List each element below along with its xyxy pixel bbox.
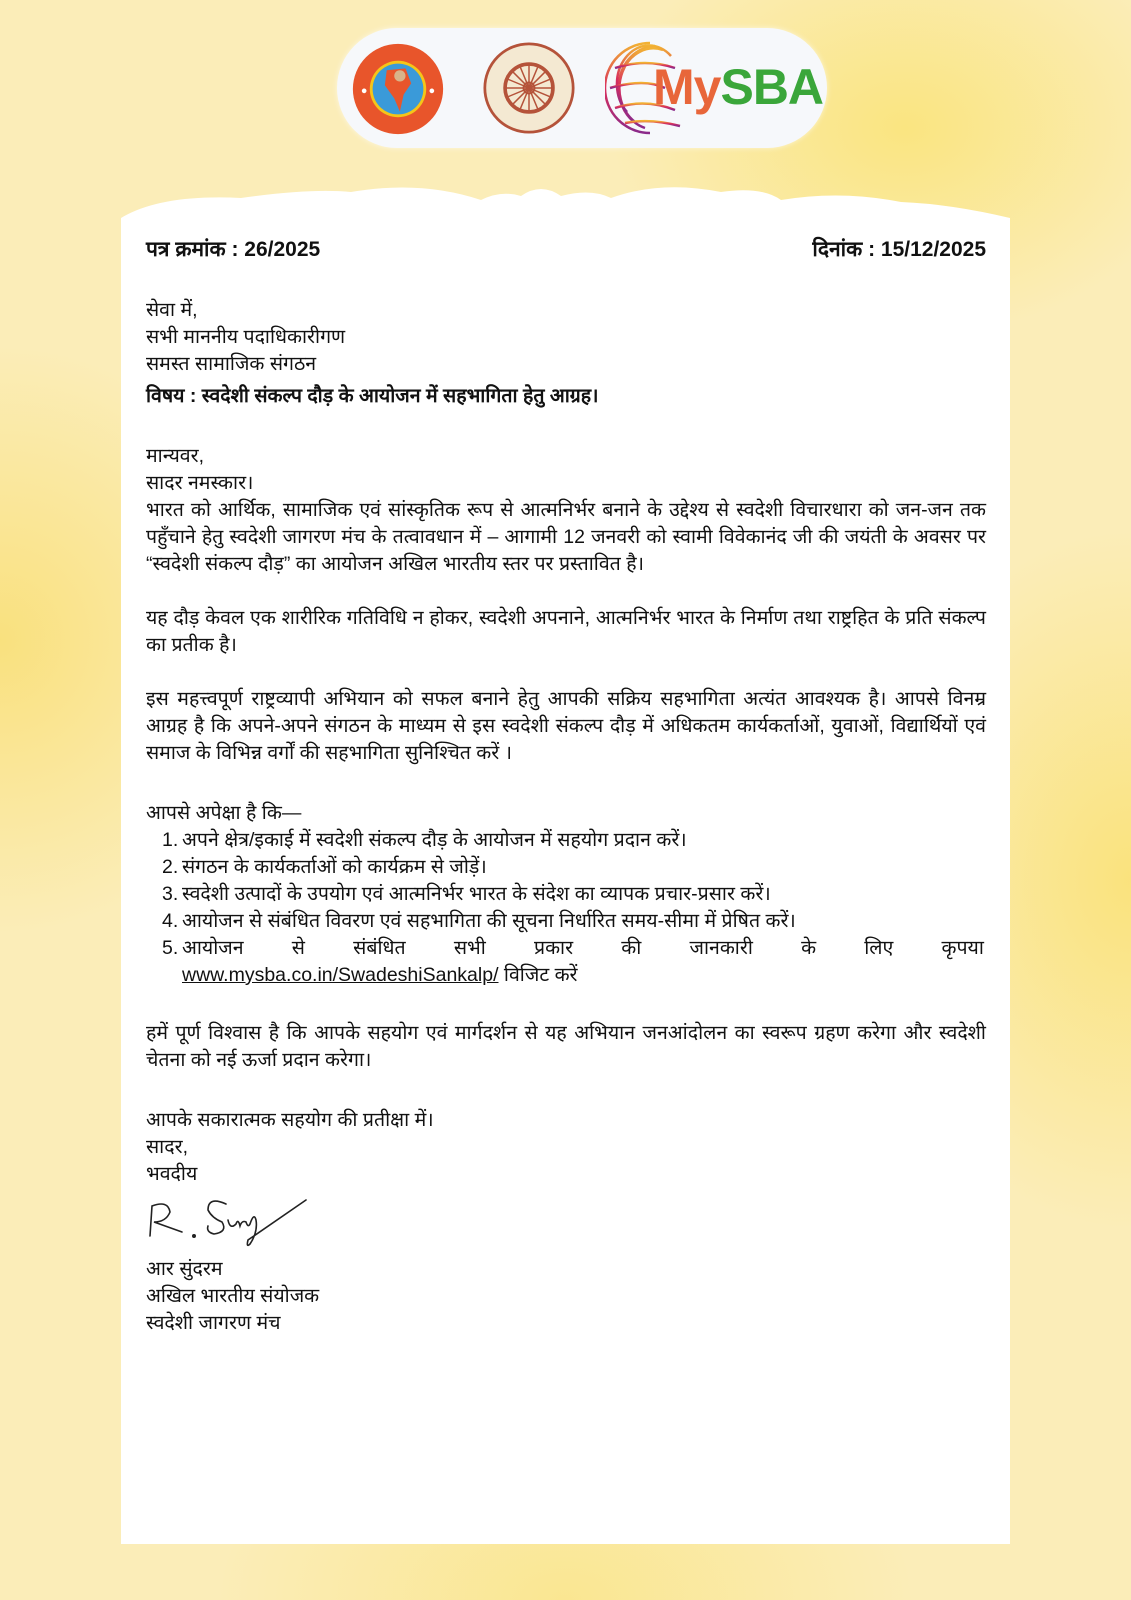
greeting: सादर नमस्कार। [146,472,254,494]
paragraph-3: इस महत्त्वपूर्ण राष्ट्रव्यापी अभियान को सफल बनाने हेतु आपकी सक्रिय सहभागिता अत्यंत आवश्यक है। आपसे विनम्र आग्रह है कि अपने-अपने संगठन के माध्यम से इस स्वदेशी संकल्प दौड़ में अधिकतम कार्यकर्ताओं, युवाओं, विद्यार्थियों एवं समाज के विभिन्न वर्गों की सहभागिता सुनिश्चित करें । [146,688,986,764]
paragraph-2: यह दौड़ केवल एक शारीरिक गतिविधि न होकर, स्वदेशी अपनाने, आत्मनिर्भर भारत के निर्माण तथा राष्ट्रहित के प्रति संकल्प का प्रतीक है। [146,607,986,656]
closing-line: सादर, [146,1136,188,1158]
closing-line: आपके सकारात्मक सहयोग की प्रतीक्षा में। [146,1109,434,1131]
swadeshi-bharatvarsh-seal [483,42,575,134]
letter-subject: विषय : स्वदेशी संकल्प दौड़ के आयोजन में सहभागिता हेतु आग्रह। [146,385,599,407]
list-item: 5. आयोजन से संबंधित सभी प्रकार की जानकारी के लिए कृपया www.mysba.co.in/SwadeshiSankalp/ विजिट करें [162,937,984,986]
letter-header-row [146,236,986,263]
letter-body [146,236,986,1337]
list-item: 1. अपने क्षेत्र/इकाई में स्वदेशी संकल्प दौड़ के आयोजन में सहयोग प्रदान करें। [162,829,687,851]
swadeshi-jagran-manch-logo [351,42,445,136]
expectation-list [146,827,986,989]
salutation: मान्यवर, [146,445,205,467]
paragraph-1: भारत को आर्थिक, सामाजिक एवं सांस्कृतिक रूप से आत्मनिर्भर बनाने के उद्देश्य से स्वदेशी विचारधारा को जन-जन तक पहुँचाने हेतु स्वदेशी जागरण मंच के तत्वावधान में – आगामी 12 जनवरी को स्वामी विवेकानंद जी की जयंती के अवसर पर “स्वदेशी संकल्प दौड़” का आयोजन अखिल भारतीय स्तर पर प्रस्तावित है। [146,499,986,575]
swadeshi-sankalp-link[interactable]: www.mysba.co.in/SwadeshiSankalp/ [182,964,499,986]
recipient-line: सभी माननीय पदाधिकारीगण [146,326,346,348]
signatory-name: आर सुंदरम [146,1258,223,1280]
paragraph-4: हमें पूर्ण विश्वास है कि आपके सहयोग एवं मार्गदर्शन से यह अभियान जनआंदोलन का स्वरूप ग्रहण करेगा और स्वदेशी चेतना को नई ऊर्जा प्रदान करेगा। [146,1022,986,1071]
list-item: 4. आयोजन से संबंधित विवरण एवं सहभागिता की सूचना निर्धारित समय-सीमा में प्रेषित करें। [162,910,796,932]
expectation-intro: आपसे अपेक्षा है कि— [146,802,302,824]
mysba-logo [605,38,824,138]
signatory-org: स्वदेशी जागरण मंच [146,1312,281,1334]
letter-date: दिनांक : 15/12/2025 [812,238,986,261]
list-item: 3. स्वदेशी उत्पादों के उपयोग एवं आत्मनिर्भर भारत के संदेश का व्यापक प्रचार-प्रसार करें। [162,883,771,905]
item5-words: आयोजन से संबंधित सभी प्रकार की जानकारी के लिए कृपया [182,937,984,959]
letter-ref-number: पत्र क्रमांक : 26/2025 [146,238,321,261]
logo-bar [337,28,827,148]
closing-line: भवदीय [146,1163,198,1185]
recipient-line: सेवा में, [146,299,198,321]
signatory-title: अखिल भारतीय संयोजक [146,1285,320,1307]
handwritten-signature [146,1192,326,1248]
recipient-block [146,297,986,378]
list-item: 2. संगठन के कार्यकर्ताओं को कार्यक्रम से जोड़ें। [162,856,487,878]
mysba-wordmark: MySBA [653,59,824,115]
recipient-line: समस्त सामाजिक संगठन [146,353,317,375]
